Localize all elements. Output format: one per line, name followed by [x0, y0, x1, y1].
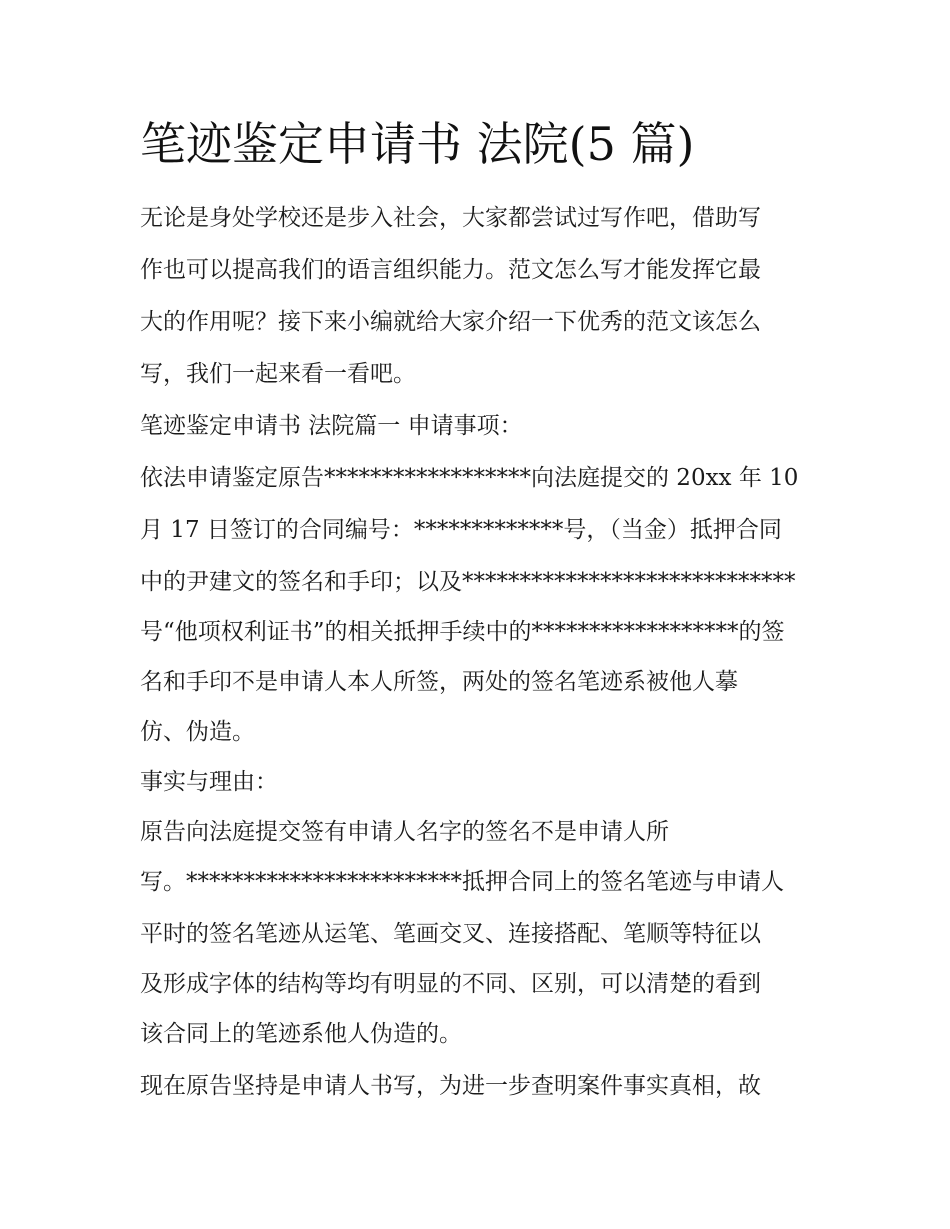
body-line: 及形成字体的结构等均有明显的不同、区别，可以清楚的看到 [140, 971, 761, 997]
body-line: 中的尹建文的签名和手印；以及***************************** [140, 569, 796, 595]
body-line: 无论是身处学校还是步入社会，大家都尝试过写作吧，借助写 [140, 205, 761, 231]
body-line: 号“他项权利证书”的相关抵押手续中的******************的签 [140, 619, 785, 645]
body-line: 作也可以提高我们的语言组织能力。范文怎么写才能发挥它最 [140, 257, 761, 283]
body-line: 原告向法庭提交签有申请人名字的签名不是申请人所 [140, 819, 669, 845]
document-title: 笔迹鉴定申请书 法院(5 篇) [140, 117, 695, 171]
body-line: 仿、伪造。 [140, 719, 255, 745]
body-line: 该合同上的笔迹系他人伪造的。 [140, 1021, 462, 1047]
body-line: 平时的签名笔迹从运笔、笔画交叉、连接搭配、笔顺等特征以 [140, 921, 761, 947]
body-line: 现在原告坚持是申请人书写，为进一步查明案件事实真相，故 [140, 1073, 761, 1099]
body-line: 月 17 日签订的合同编号：*************号，（当金）抵押合同 [140, 517, 782, 543]
section-heading: 事实与理由： [140, 769, 278, 795]
section-heading: 笔迹鉴定申请书 法院篇一 申请事项： [140, 413, 523, 439]
body-line: 名和手印不是申请人本人所签，两处的签名笔迹系被他人摹 [140, 669, 738, 695]
body-line: 写。************************抵押合同上的签名笔迹与申请人 [140, 869, 784, 895]
body-line: 写，我们一起来看一看吧。 [140, 361, 416, 387]
body-line: 大的作用呢？接下来小编就给大家介绍一下优秀的范文该怎么 [140, 309, 761, 335]
body-line: 依法申请鉴定原告******************向法庭提交的 20xx 年 10 [140, 465, 799, 491]
